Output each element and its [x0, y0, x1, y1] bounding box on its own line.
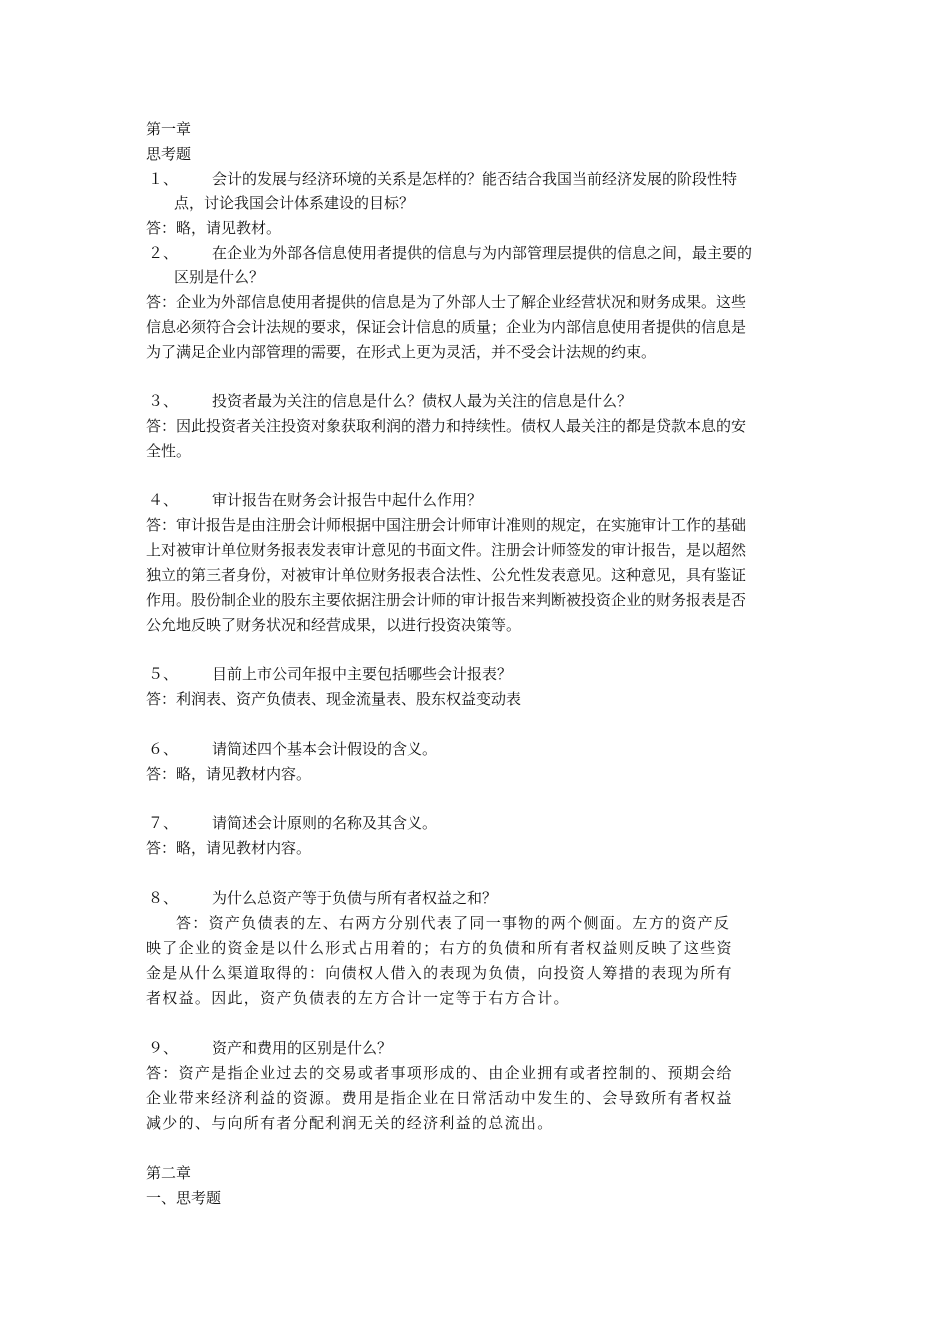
- question-number: ５、: [148, 665, 179, 683]
- question-text: 在企业为外部各信息使用者提供的信息与为内部管理层提供的信息之间，最主要的: [212, 244, 753, 262]
- answer-text: 答：略，请见教材内容。: [146, 765, 312, 783]
- question-text: 目前上市公司年报中主要包括哪些会计报表？: [212, 665, 513, 683]
- question-text: 投资者最为关注的信息是什么？债权人最为关注的信息是什么？: [212, 392, 633, 410]
- question-number: ７、: [148, 814, 179, 832]
- answer-text: 为了满足企业内部管理的需要，在形式上更为灵活，并不受会计法规的约束。: [146, 343, 657, 361]
- answer-text: 答：略，请见教材内容。: [146, 839, 312, 857]
- answer-text: 答：资产是指企业过去的交易或者事项形成的、由企业拥有或者控制的、预期会给: [146, 1064, 733, 1082]
- answer-text: 金是从什么渠道取得的：向债权人借入的表现为负债，向投资人筹措的表现为所有: [146, 964, 733, 982]
- answer-text: 企业带来经济利益的资源。费用是指企业在日常活动中发生的、会导致所有者权益: [146, 1089, 733, 1107]
- question-number: ９、: [148, 1039, 179, 1057]
- answer-text: 独立的第三者身份，对被审计单位财务报表合法性、公允性发表意见。这种意见，具有鉴证: [146, 566, 747, 584]
- answer-text: 映了企业的资金是以什么形式占用着的；右方的负债和所有者权益则反映了这些资: [146, 939, 733, 957]
- question-text: 请简述四个基本会计假设的含义。: [212, 740, 438, 758]
- chapter-title: 第一章: [146, 120, 192, 138]
- question-number: ６、: [148, 740, 179, 758]
- question-text: 会计的发展与经济环境的关系是怎样的？能否结合我国当前经济发展的阶段性特: [212, 170, 738, 188]
- question-number: ８、: [148, 889, 179, 907]
- answer-text: 答：资产负债表的左、右两方分别代表了同一事物的两个侧面。左方的资产反: [176, 914, 731, 932]
- question-text: 为什么总资产等于负债与所有者权益之和？: [212, 889, 498, 907]
- answer-text: 答：因此投资者关注投资对象获取利润的潜力和持续性。债权人最关注的都是贷款本息的安: [146, 417, 747, 435]
- question-text: 资产和费用的区别是什么？: [212, 1039, 393, 1057]
- answer-text: 者权益。因此，资产负债表的左方合计一定等于右方合计。: [146, 989, 570, 1007]
- section-title: 思考题: [146, 145, 192, 163]
- question-text: 审计报告在财务会计报告中起什么作用？: [212, 491, 483, 509]
- chapter-title: 第二章: [146, 1164, 192, 1182]
- question-number: ２、: [148, 244, 179, 262]
- question-number: １、: [148, 170, 179, 188]
- answer-text: 答：企业为外部信息使用者提供的信息是为了外部人士了解企业经营状况和财务成果。这些: [146, 293, 747, 311]
- answer-text: 作用。股份制企业的股东主要依据注册会计师的审计报告来判断被投资企业的财务报表是否: [146, 591, 747, 609]
- answer-text: 答：略，请见教材。: [146, 219, 282, 237]
- question-text: 点，讨论我国会计体系建设的目标？: [174, 194, 415, 212]
- section-title: 一、思考题: [146, 1189, 222, 1207]
- question-number: ４、: [148, 491, 179, 509]
- answer-text: 上对被审计单位财务报表发表审计意见的书面文件。注册会计师签发的审计报告，是以超然: [146, 541, 747, 559]
- answer-text: 答：利润表、资产负债表、现金流量表、股东权益变动表: [146, 690, 522, 708]
- answer-text: 信息必须符合会计法规的要求，保证会计信息的质量；企业为内部信息使用者提供的信息是: [146, 318, 747, 336]
- question-text: 区别是什么？: [174, 268, 265, 286]
- question-text: 请简述会计原则的名称及其含义。: [212, 814, 438, 832]
- answer-text: 答：审计报告是由注册会计师根据中国注册会计师审计准则的规定，在实施审计工作的基础: [146, 516, 747, 534]
- answer-text: 公允地反映了财务状况和经营成果，以进行投资决策等。: [146, 616, 522, 634]
- question-number: ３、: [148, 392, 179, 410]
- answer-text: 全性。: [146, 442, 192, 460]
- answer-text: 减少的、与向所有者分配利润无关的经济利益的总流出。: [146, 1114, 554, 1132]
